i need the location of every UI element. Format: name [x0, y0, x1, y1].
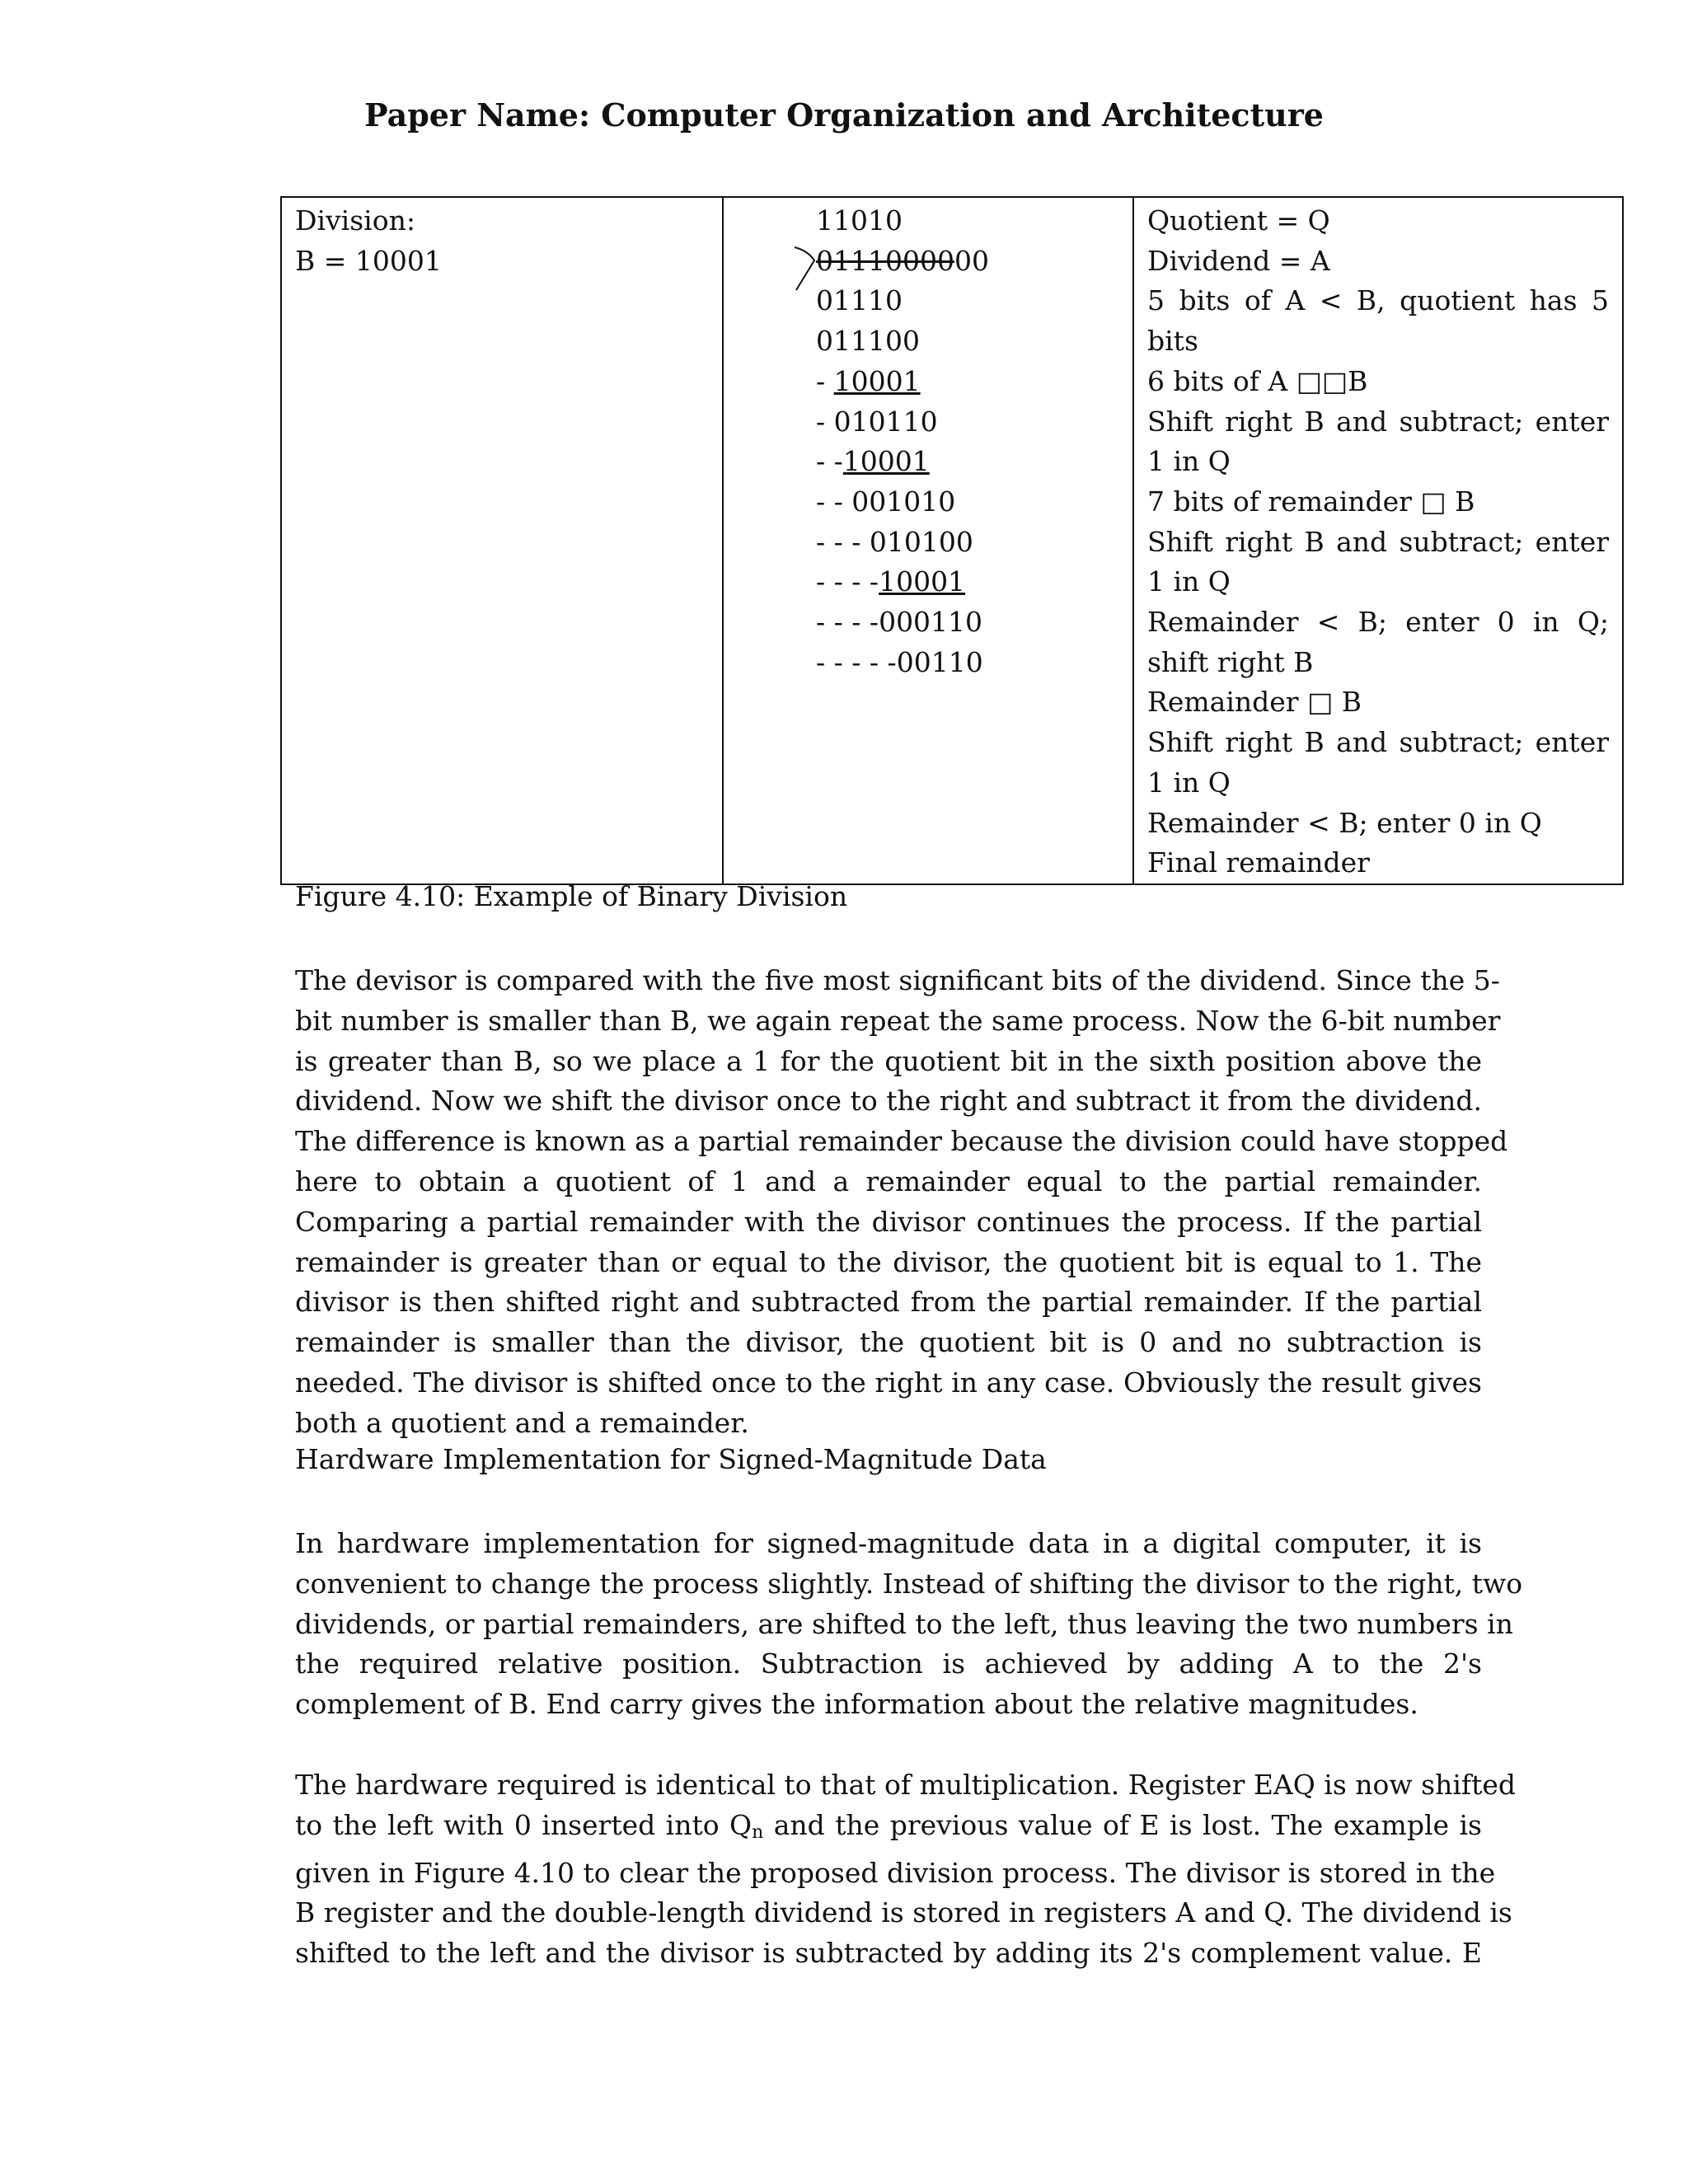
text-line: complement of B. End carry gives the information about the relative magnitudes. [295, 1688, 1418, 1721]
text-line: needed. The divisor is shifted once to the right in any case. Obviously the result gives [295, 1366, 1482, 1399]
text-line: divisor is then shifted right and subtracted from the partial remainder. If the partial [295, 1286, 1482, 1319]
division-step: 01110 [816, 284, 903, 317]
text-line: The hardware required is identical to that of multiplication. Register EAQ is now shifted [295, 1769, 1517, 1801]
explanation-line: Shift right B and subtract; enter [1147, 726, 1609, 759]
division-bracket-icon [793, 244, 818, 293]
explanation-line: Remainder < B; enter 0 in Q; [1147, 606, 1609, 639]
explanation-line: 1 in Q [1147, 445, 1231, 478]
text-line: Comparing a partial remainder with the divisor continues the process. If the partial [295, 1205, 1482, 1238]
division-figure-table [280, 196, 1624, 885]
page-title: Paper Name: Computer Organization and Architecture [364, 96, 1324, 134]
text-line: remainder is smaller than the divisor, the quotient bit is 0 and no subtraction is [295, 1326, 1482, 1359]
text-line: The devisor is compared with the five most significant bits of the dividend. Since the 5- [295, 964, 1500, 996]
explanation-line: 1 in Q [1147, 565, 1231, 598]
division-step: 011100 [816, 325, 920, 358]
text-line: shifted to the left and the divisor is subtracted by adding its 2's complement value. E [295, 1937, 1482, 1970]
division-step: - - 001010 [816, 485, 956, 518]
text-line: The difference is known as a partial remainder because the division could have stopped [295, 1125, 1508, 1158]
text-line: dividend. Now we shift the divisor once to the right and subtract it from the dividend. [295, 1085, 1482, 1118]
explanation-line: Shift right B and subtract; enter [1147, 525, 1609, 558]
explanation-line: 5 bits of A < B, quotient has 5 [1147, 284, 1609, 317]
explanation-line: 1 in Q [1147, 766, 1231, 799]
division-step: - - - -000110 [816, 606, 983, 639]
division-step: - - - -10001 [816, 565, 966, 598]
figure-column-setup [281, 197, 723, 884]
text-line: bit number is smaller than B, we again repeat the same process. Now the 6-bit number [295, 1004, 1501, 1037]
figure-column-worked-division [723, 197, 1133, 884]
explanation-line: Remainder < B; enter 0 in Q [1147, 806, 1542, 839]
division-step: - -10001 [816, 445, 930, 478]
explanation-line: 7 bits of remainder □ B [1147, 485, 1475, 518]
section-heading: Hardware Implementation for Signed-Magnitude Data [295, 1443, 1047, 1475]
division-step: - - - 010100 [816, 525, 973, 558]
text-line: here to obtain a quotient of 1 and a remainder equal to the partial remainder. [295, 1165, 1482, 1197]
dividend-value: 0111000000 [816, 244, 989, 277]
explanation-line: Quotient = Q [1147, 204, 1330, 237]
explanation-line: 6 bits of A □□B [1147, 364, 1368, 397]
explanation-line: Remainder □ B [1147, 686, 1362, 719]
division-step: - 010110 [816, 405, 938, 438]
text-line: remainder is greater than or equal to the divisor, the quotient bit is equal to 1. The [295, 1245, 1482, 1278]
text-line: given in Figure 4.10 to clear the proposed division process. The divisor is stored in the [295, 1856, 1496, 1889]
explanation-line: Shift right B and subtract; enter [1147, 405, 1609, 438]
text-line: B register and the double-length dividend is stored in registers A and Q. The dividend is [295, 1896, 1512, 1929]
text-line: In hardware implementation for signed-magnitude data in a digital computer, it is [295, 1527, 1482, 1559]
division-step: - - - - -00110 [816, 645, 983, 678]
figure-caption: Figure 4.10: Example of Binary Division [295, 880, 848, 912]
paragraph-hardware-required [295, 1765, 1517, 1974]
division-step: - 10001 [816, 364, 921, 397]
paragraph-division-explanation [295, 961, 1508, 1444]
text-line: dividends, or partial remainders, are shifted to the left, thus leaving the two numbers in [295, 1607, 1513, 1640]
explanation-line: Final remainder [1147, 846, 1370, 879]
paragraph-hardware-implementation [295, 1524, 1523, 1725]
setup-line: Division: [295, 204, 415, 237]
quotient-value: 11010 [816, 204, 903, 237]
explanation-line: Dividend = A [1147, 244, 1330, 277]
explanation-line: shift right B [1147, 645, 1314, 678]
explanation-line: bits [1147, 325, 1198, 358]
text-line: is greater than B, so we place a 1 for the quotient bit in the sixth position above the [295, 1044, 1482, 1077]
figure-column-explanation [1133, 197, 1623, 884]
text-line: convenient to change the process slightly. Instead of shifting the divisor to the right, two [295, 1567, 1523, 1600]
text-line: to the left with 0 inserted into $Q_n$ and the previous value of E is lost. The example is [295, 1808, 1482, 1843]
text-line: both a quotient and a remainder. [295, 1406, 749, 1439]
text-line: the required relative position. Subtraction is achieved by adding A to the 2's [295, 1647, 1482, 1680]
setup-line: B = 10001 [295, 244, 442, 277]
